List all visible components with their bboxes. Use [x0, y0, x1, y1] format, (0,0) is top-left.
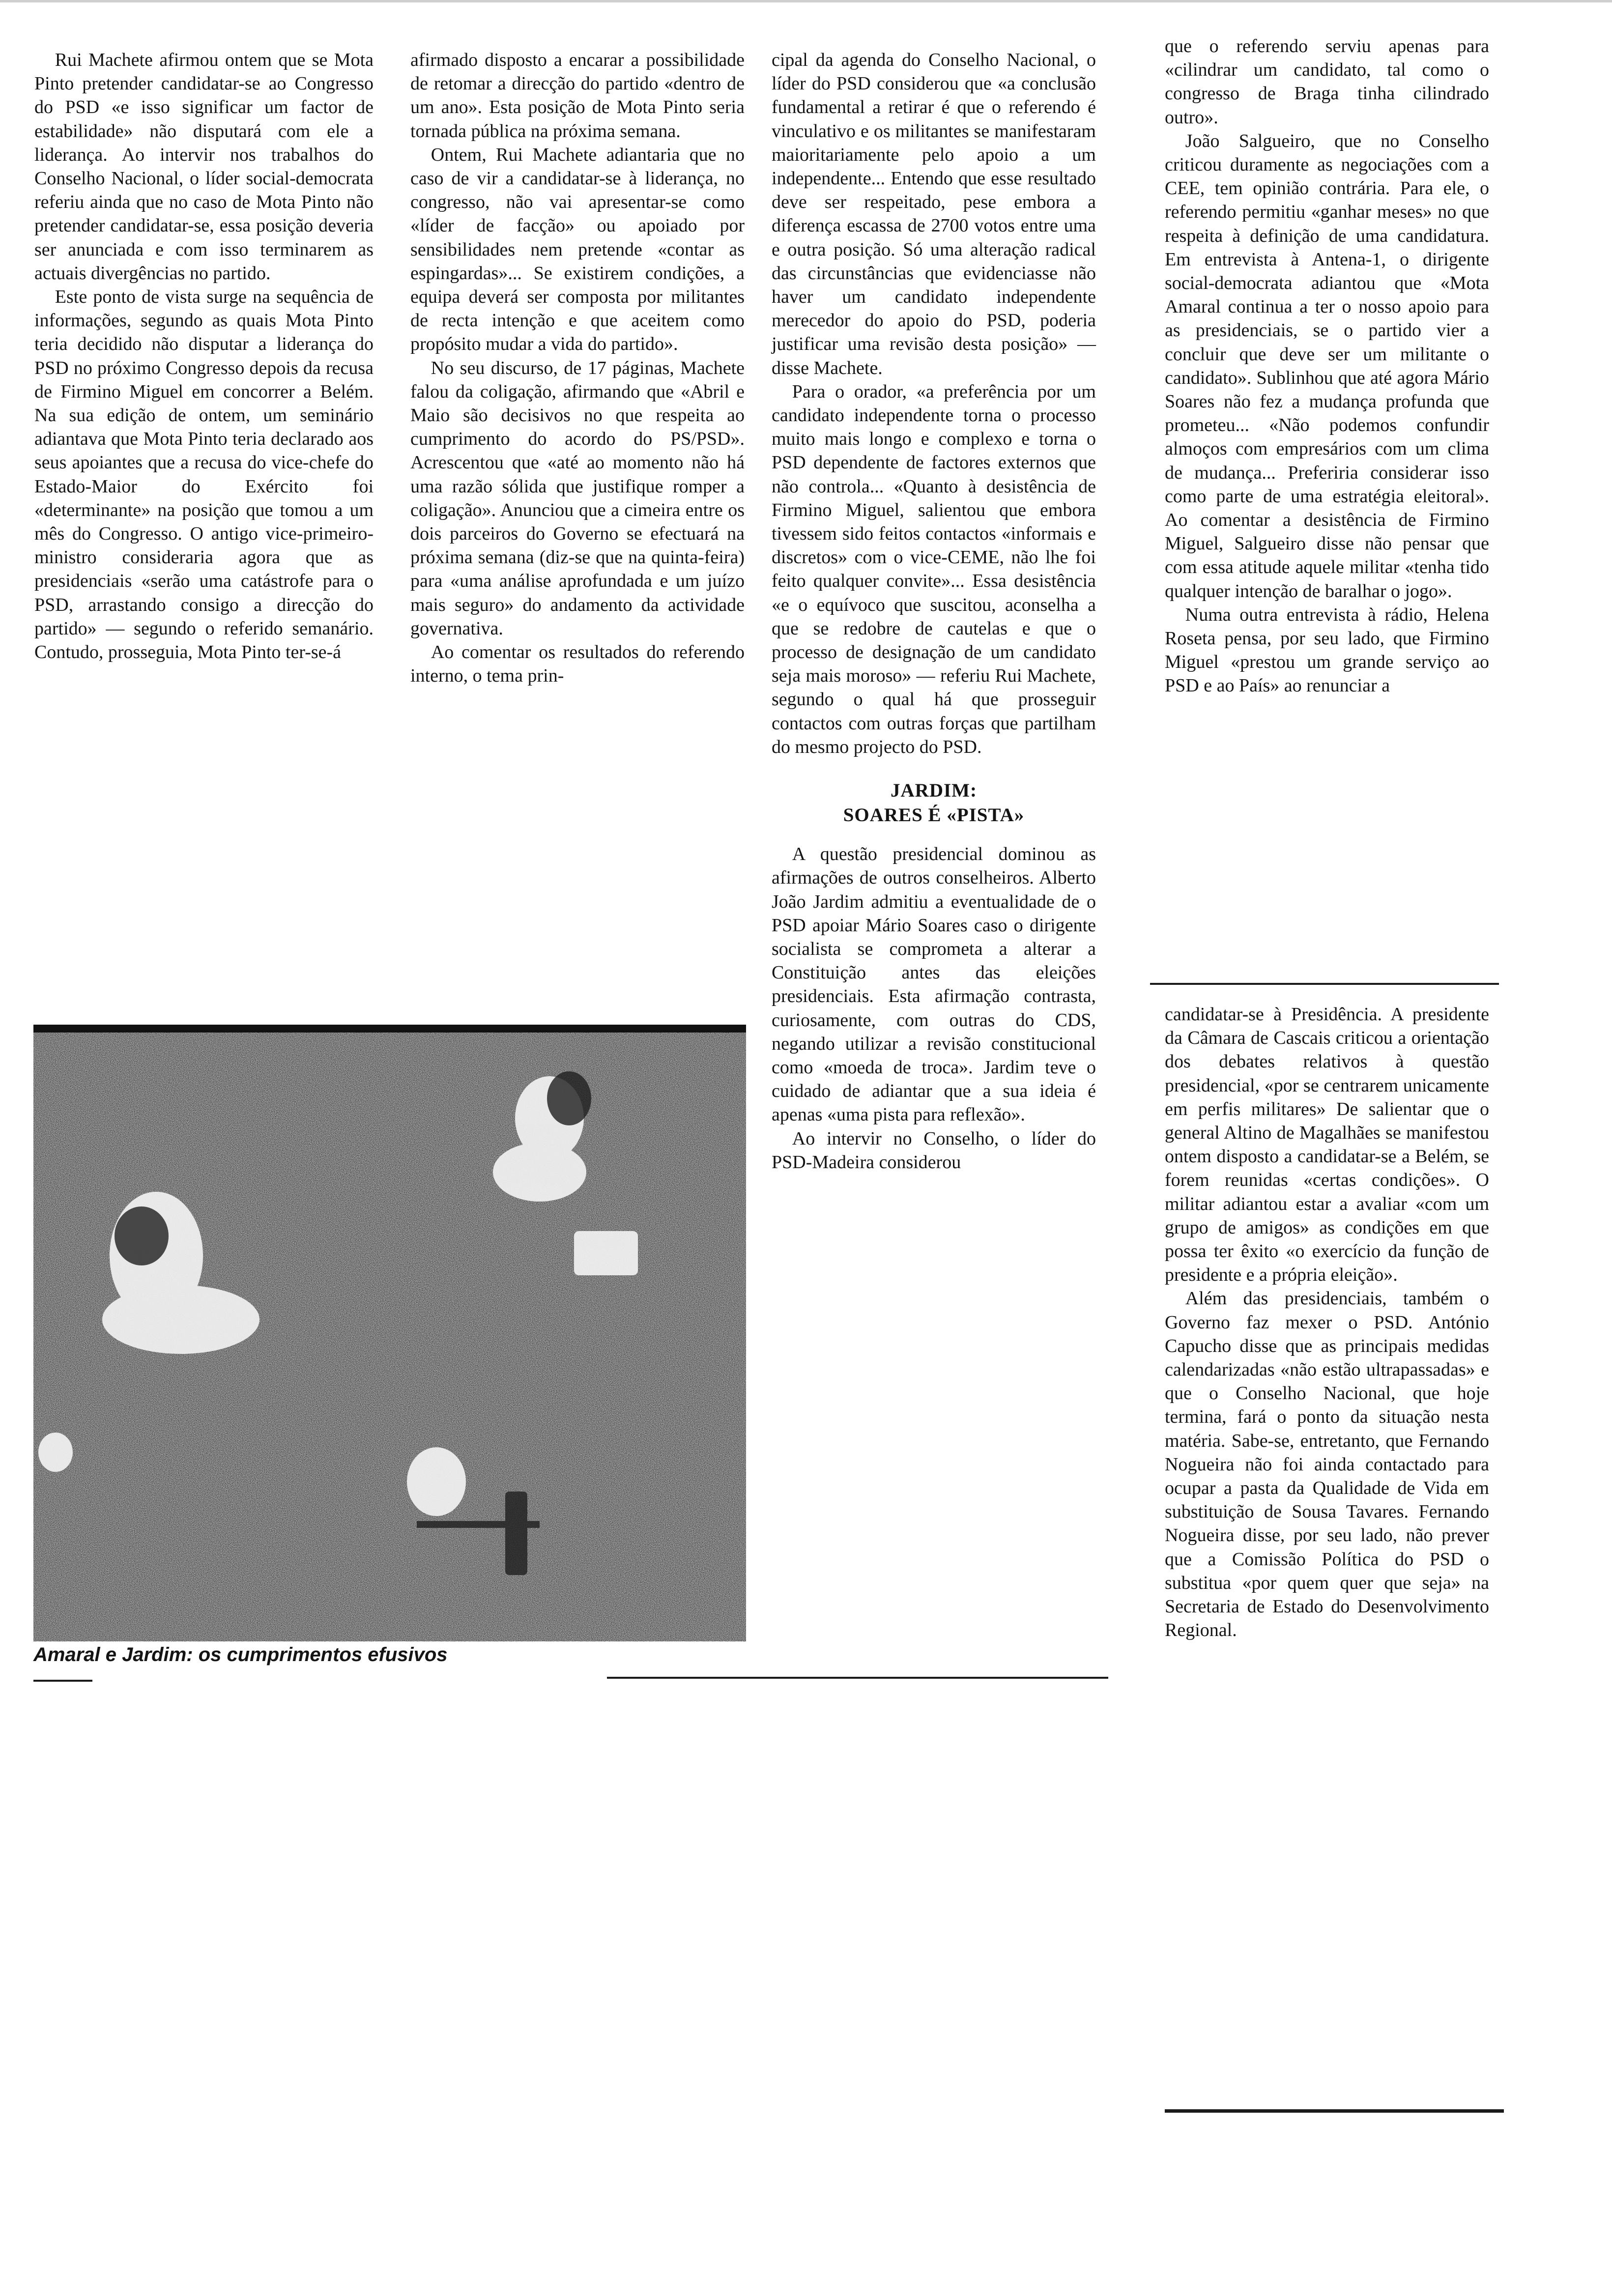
paragraph: que o referendo serviu apenas para «cilindrar um candidato, tal como o congresso de Braga tinha cilindrado outro». [1165, 36, 1489, 128]
paragraph: afirmado disposto a encarar a possibilidade de retomar a direcção do partido «dentro de um ano». Esta posição de Mota Pinto seria tornada pública na próxima semana. [410, 50, 745, 142]
article-column-4 [1165, 34, 1489, 698]
caption-rule [33, 1680, 92, 1682]
top-rule [0, 0, 1612, 2]
paragraph: A questão presidencial dominou as afirmações de outros conselheiros. Alberto João Jardim admitiu a eventualidade de o PSD apoiar Mário Soares caso o dirigente socialista se comprometa a alterar a Constituição antes das eleições presidenciais. Esta afirmação contrasta, curiosamente, com outras do CDS, negando utilizar a revisão constitucional como «moeda de troca». Jardim teve o cuidado de adiantar que a sua ideia é apenas «uma pista para reflexão». [772, 844, 1096, 1125]
end-rule [1165, 2109, 1504, 2113]
paragraph: Para o orador, «a preferência por um candidato independente torna o processo muito mais longo e complexo e torna o PSD dependente de factores externos que não controla... «Quanto à desistência de Firmino Miguel, salientou que embora tivessem sido feitos contactos «informais e discretos» com o vice-CEME, não lhe foi feito qualquer convite»... Essa desistência «e o equívoco que suscitou, aconselha a que se redobre de cautelas e que o processo de designação de um candidato seja mais moroso» — referiu Rui Machete, segundo o qual há que prosseguir contactos com outras forças que partilham do mesmo projecto do PSD. [772, 381, 1096, 757]
article-column-3 [772, 48, 1096, 1174]
paragraph: candidatar-se à Presidência. A presidente da Câmara de Cascais criticou a orientação dos debates relativos à questão presidencial, «por se centrarem unicamente em perfis militares» De salientar que o general Altino de Magalhães se manifestou ontem disposto a candidatar-se a Belém, se forem reunidas «certas condições». O militar adiantou estar a avaliar «com um grupo de amigos» as condições em que possa ter êxito «o exercício da função de presidente e a própria eleição». [1165, 1004, 1489, 1286]
subhead-line: JARDIM: [891, 780, 977, 802]
section-rule [607, 1677, 1108, 1679]
section-subhead [772, 778, 1096, 828]
photo-caption: Amaral e Jardim: os cumprimentos efusivos [33, 1644, 448, 1665]
article-column-2 [410, 48, 745, 688]
paragraph: Numa outra entrevista à rádio, Helena Roseta pensa, por seu lado, que Firmino Miguel «prestou um grande serviço ao PSD e ao País» ao renunciar a [1165, 604, 1489, 696]
paragraph: cipal da agenda do Conselho Nacional, o líder do PSD considerou que «a conclusão fundamental a retirar é que o referendo é vinculativo e os militantes se manifestaram maioritariamente pelo apoio a um independente... Entendo que esse resultado deve ser respeitado, pese embora a diferença escassa de 2700 votos entre uma e outra posição. Só uma alteração radical das circunstâncias que evidenciasse não haver um candidato independente merecedor do apoio do PSD, poderia justificar uma revisão desta posição» — disse Machete. [772, 50, 1096, 378]
paragraph: Além das presidenciais, também o Governo faz mexer o PSD. António Capucho disse que as principais medidas calendarizadas «não estão ultrapassadas» e que o Conselho Nacional, que hoje termina, fará o ponto da situação nesta matéria. Sabe-se, entretanto, que Fernando Nogueira não foi ainda contactado para ocupar a pasta da Qualidade de Vida em substituição de Sousa Tavares. Fernando Nogueira disse, por seu lado, não prever que a Comissão Política do PSD o substitua «por quem quer que seja» na Secretaria de Estado do Desenvolvimento Regional. [1165, 1288, 1489, 1641]
paragraph: No seu discurso, de 17 páginas, Machete falou da coligação, afirmando que «Abril e Maio são decisivos no que respeita ao cumprimento do acordo do PS/PSD». Acrescentou que «até ao momento não há uma razão sólida que justifique romper a coligação». Anunciou que a cimeira entre os dois parceiros do Governo se efectuará na próxima semana (diz-se que na quinta-feira) para «uma análise aprofundada e um juízo mais seguro» do andamento da actividade governativa. [410, 357, 745, 639]
article-column-4-continued [1165, 1003, 1489, 1642]
paragraph: Ao intervir no Conselho, o líder do PSD-Madeira considerou [772, 1128, 1096, 1173]
paragraph: João Salgueiro, que no Conselho criticou duramente as negociações com a CEE, tem opinião contrária. Para ele, o referendo permitiu «ganhar meses» no que respeita à definição de uma candidatura. Em entrevista à Antena-1, o dirigente social-democrata adiantou que «Mota Amaral continua a ter o nosso apoio para as presidenciais, se o partido vier a concluir que deve ser um militante o candidato». Sublinhou que até agora Mário Soares não fez a mudança profunda que prometeu... «Não podemos confundir almoços com empresários com um clima de mudança... Preferiria considerar isso como parte de uma estratégia eleitoral». Ao comentar a desistência de Firmino Miguel, Salgueiro disse não pensar que com essa atitude aquele militar «tenha tido qualquer intenção de baralhar o jogo». [1165, 130, 1489, 602]
paragraph: Ao comentar os resultados do referendo interno, o tema prin- [410, 642, 745, 687]
paragraph: Este ponto de vista surge na sequência de informações, segundo as quais Mota Pinto teria decidido não disputar a liderança do PSD no próximo Congresso depois da recusa de Firmino Miguel em concorrer a Belém. Na sua edição de ontem, um seminário adiantava que Mota Pinto teria declarado aos seus apoiantes que a recusa do vice-chefe do Estado-Maior do Exército foi «determinante» na posição que tomou a um mês do Congresso. O antigo vice-primeiro-ministro consideraria agora que as presidenciais «serão uma catástrofe para o PSD, arrastando consigo a direcção do partido» — segundo o referido semanário. Contudo, prosseguia, Mota Pinto ter-se-á [34, 287, 374, 663]
news-photo [33, 1025, 746, 1641]
paragraph: Ontem, Rui Machete adiantaria que no caso de vir a candidatar-se à liderança, no congresso, não vai apresentar-se como «líder de facção» ou apoiado por sensibilidades nem pretende «contar as espingardas»... Se existirem condições, a equipa deverá ser composta por militantes de recta intenção e que aceitem como propósito mudar a vida do partido». [410, 144, 745, 355]
article-column-1 [34, 48, 374, 664]
paragraph: Rui Machete afirmou ontem que se Mota Pinto pretender candidatar-se ao Congresso do PSD «e isso significar um factor de estabilidade» não disputará com ele a liderança. Ao intervir nos trabalhos do Conselho Nacional, o líder social-democrata referiu ainda que no caso de Mota Pinto não pretender candidatar-se, essa posição deveria ser anunciada e com isso terminarem as actuais divergências no partido. [34, 50, 374, 284]
subhead-line: SOARES É «PISTA» [843, 804, 1025, 826]
column-rule [1150, 983, 1499, 985]
